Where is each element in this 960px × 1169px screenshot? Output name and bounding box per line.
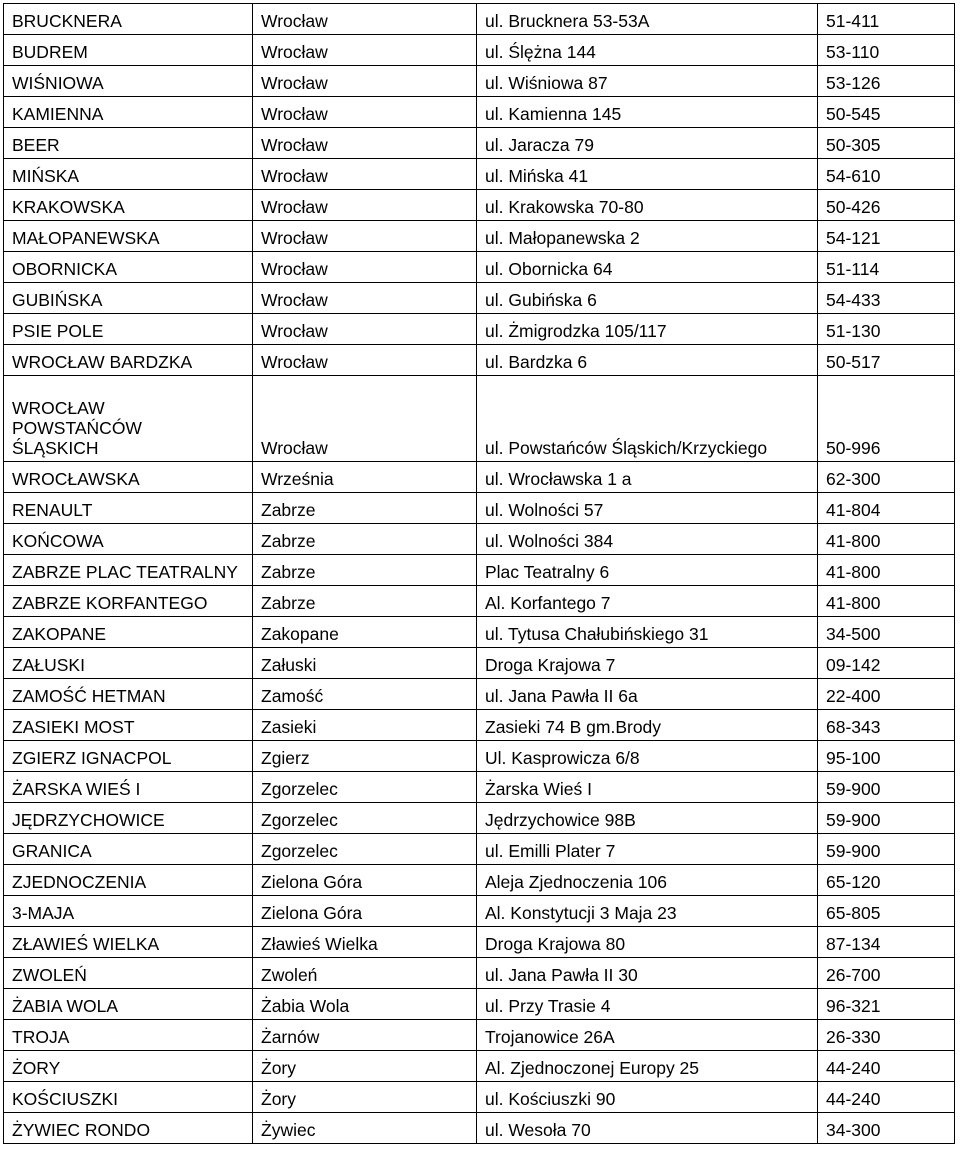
table-row [4, 896, 955, 927]
cell-city: Zgorzelec [253, 772, 477, 803]
table-row [4, 1051, 955, 1082]
cell-postal-code: 62-300 [818, 462, 955, 493]
cell-postal-code: 65-805 [818, 896, 955, 927]
cell-name: BUDREM [4, 35, 253, 66]
cell-name: ZASIEKI MOST [4, 710, 253, 741]
cell-city: Zielona Góra [253, 896, 477, 927]
cell-postal-code: 59-900 [818, 834, 955, 865]
cell-postal-code: 50-545 [818, 97, 955, 128]
cell-address: ul. Żmigrodzka 105/117 [477, 314, 818, 345]
cell-name: TROJA [4, 1020, 253, 1051]
cell-postal-code: 54-610 [818, 159, 955, 190]
cell-address: Aleja Zjednoczenia 106 [477, 865, 818, 896]
cell-postal-code: 59-900 [818, 803, 955, 834]
cell-address: Droga Krajowa 80 [477, 927, 818, 958]
cell-name: ZJEDNOCZENIA [4, 865, 253, 896]
cell-postal-code: 51-411 [818, 4, 955, 35]
table-row [4, 865, 955, 896]
cell-name: MAŁOPANEWSKA [4, 221, 253, 252]
cell-address: Plac Teatralny 6 [477, 555, 818, 586]
cell-address: ul. Kościuszki 90 [477, 1082, 818, 1113]
table-row [4, 159, 955, 190]
table-row [4, 345, 955, 376]
cell-address: ul. Powstańców Śląskich/Krzyckiego [477, 376, 818, 462]
table-row [4, 1082, 955, 1113]
cell-name: WROCŁAWSKA [4, 462, 253, 493]
cell-address: ul. Kamienna 145 [477, 97, 818, 128]
cell-address: Żarska Wieś I [477, 772, 818, 803]
cell-city: Zabrze [253, 555, 477, 586]
cell-name: GRANICA [4, 834, 253, 865]
cell-address: Al. Konstytucji 3 Maja 23 [477, 896, 818, 927]
cell-address: ul. Bardzka 6 [477, 345, 818, 376]
table-row [4, 617, 955, 648]
cell-postal-code: 95-100 [818, 741, 955, 772]
cell-postal-code: 68-343 [818, 710, 955, 741]
cell-city: Żarnów [253, 1020, 477, 1051]
cell-address: ul. Wrocławska 1 a [477, 462, 818, 493]
table-row [4, 927, 955, 958]
cell-city: Zasieki [253, 710, 477, 741]
table-row [4, 462, 955, 493]
cell-city: Wrocław [253, 376, 477, 462]
cell-address: Jędrzychowice 98B [477, 803, 818, 834]
cell-postal-code: 87-134 [818, 927, 955, 958]
cell-name: WIŚNIOWA [4, 66, 253, 97]
table-row [4, 283, 955, 314]
cell-city: Zabrze [253, 524, 477, 555]
cell-address: Al. Korfantego 7 [477, 586, 818, 617]
cell-postal-code: 50-305 [818, 128, 955, 159]
table-row [4, 958, 955, 989]
cell-address: ul. Wesoła 70 [477, 1113, 818, 1144]
cell-postal-code: 44-240 [818, 1051, 955, 1082]
cell-city: Wrocław [253, 128, 477, 159]
cell-postal-code: 26-700 [818, 958, 955, 989]
cell-city: Września [253, 462, 477, 493]
cell-city: Zwoleń [253, 958, 477, 989]
table-row [4, 252, 955, 283]
cell-name: PSIE POLE [4, 314, 253, 345]
cell-city: Zielona Góra [253, 865, 477, 896]
table-row [4, 648, 955, 679]
table-row [4, 128, 955, 159]
cell-city: Wrocław [253, 66, 477, 97]
cell-address: ul. Tytusa Chałubińskiego 31 [477, 617, 818, 648]
cell-city: Zamość [253, 679, 477, 710]
cell-city: Żory [253, 1051, 477, 1082]
cell-city: Zgorzelec [253, 803, 477, 834]
cell-postal-code: 50-996 [818, 376, 955, 462]
cell-postal-code: 09-142 [818, 648, 955, 679]
table-row [4, 772, 955, 803]
cell-name: ŻORY [4, 1051, 253, 1082]
cell-name: MIŃSKA [4, 159, 253, 190]
cell-address: Trojanowice 26A [477, 1020, 818, 1051]
cell-name: ZABRZE KORFANTEGO [4, 586, 253, 617]
cell-city: Zgorzelec [253, 834, 477, 865]
table-row [4, 221, 955, 252]
cell-address: Ul. Kasprowicza 6/8 [477, 741, 818, 772]
table-row [4, 586, 955, 617]
cell-city: Wrocław [253, 97, 477, 128]
cell-address: ul. Emilli Plater 7 [477, 834, 818, 865]
cell-address: Droga Krajowa 7 [477, 648, 818, 679]
table-row [4, 741, 955, 772]
table-row [4, 493, 955, 524]
cell-name: KOŚCIUSZKI [4, 1082, 253, 1113]
cell-address: ul. Brucknera 53-53A [477, 4, 818, 35]
cell-name: 3-MAJA [4, 896, 253, 927]
cell-city: Wrocław [253, 4, 477, 35]
cell-postal-code: 96-321 [818, 989, 955, 1020]
cell-address: ul. Małopanewska 2 [477, 221, 818, 252]
cell-name: ZABRZE PLAC TEATRALNY [4, 555, 253, 586]
cell-postal-code: 41-800 [818, 586, 955, 617]
stations-table-body [4, 4, 955, 1144]
cell-address: Zasieki 74 B gm.Brody [477, 710, 818, 741]
cell-name: BRUCKNERA [4, 4, 253, 35]
cell-name: ZŁAWIEŚ WIELKA [4, 927, 253, 958]
table-row [4, 679, 955, 710]
cell-name: ŻYWIEC RONDO [4, 1113, 253, 1144]
stations-table [3, 3, 955, 1144]
cell-address: ul. Ślężna 144 [477, 35, 818, 66]
cell-name: WROCŁAW BARDZKA [4, 345, 253, 376]
cell-name: ZWOLEŃ [4, 958, 253, 989]
cell-city: Wrocław [253, 283, 477, 314]
cell-city: Wrocław [253, 221, 477, 252]
cell-address: ul. Jaracza 79 [477, 128, 818, 159]
cell-name: KAMIENNA [4, 97, 253, 128]
cell-postal-code: 34-300 [818, 1113, 955, 1144]
table-row [4, 35, 955, 66]
cell-postal-code: 54-433 [818, 283, 955, 314]
cell-address: ul. Jana Pawła II 6a [477, 679, 818, 710]
table-row [4, 710, 955, 741]
cell-address: ul. Wolności 57 [477, 493, 818, 524]
cell-postal-code: 44-240 [818, 1082, 955, 1113]
cell-address: ul. Przy Trasie 4 [477, 989, 818, 1020]
cell-city: Zakopane [253, 617, 477, 648]
cell-postal-code: 51-130 [818, 314, 955, 345]
cell-address: Al. Zjednoczonej Europy 25 [477, 1051, 818, 1082]
table-row [4, 803, 955, 834]
cell-postal-code: 41-804 [818, 493, 955, 524]
cell-city: Żabia Wola [253, 989, 477, 1020]
cell-name: JĘDRZYCHOWICE [4, 803, 253, 834]
cell-postal-code: 51-114 [818, 252, 955, 283]
table-row [4, 555, 955, 586]
table-row [4, 314, 955, 345]
table-row [4, 989, 955, 1020]
cell-address: ul. Wiśniowa 87 [477, 66, 818, 97]
table-row [4, 1020, 955, 1051]
cell-city: Wrocław [253, 35, 477, 66]
cell-name: ZAŁUSKI [4, 648, 253, 679]
cell-city: Zabrze [253, 493, 477, 524]
cell-name: KRAKOWSKA [4, 190, 253, 221]
table-row [4, 834, 955, 865]
cell-address: ul. Gubińska 6 [477, 283, 818, 314]
cell-postal-code: 53-110 [818, 35, 955, 66]
cell-postal-code: 26-330 [818, 1020, 955, 1051]
cell-city: Zławieś Wielka [253, 927, 477, 958]
cell-postal-code: 54-121 [818, 221, 955, 252]
cell-name: OBORNICKA [4, 252, 253, 283]
cell-city: Żory [253, 1082, 477, 1113]
table-row [4, 97, 955, 128]
cell-city: Zabrze [253, 586, 477, 617]
cell-postal-code: 59-900 [818, 772, 955, 803]
cell-postal-code: 65-120 [818, 865, 955, 896]
cell-address: ul. Jana Pawła II 30 [477, 958, 818, 989]
table-row [4, 66, 955, 97]
cell-postal-code: 22-400 [818, 679, 955, 710]
cell-postal-code: 41-800 [818, 524, 955, 555]
cell-name: ŻARSKA WIEŚ I [4, 772, 253, 803]
cell-name: WROCŁAW POWSTAŃCÓW ŚLĄSKICH [4, 376, 253, 462]
cell-address: ul. Wolności 384 [477, 524, 818, 555]
cell-name: ZGIERZ IGNACPOL [4, 741, 253, 772]
cell-postal-code: 50-426 [818, 190, 955, 221]
cell-address: ul. Obornicka 64 [477, 252, 818, 283]
table-row [4, 190, 955, 221]
cell-name: GUBIŃSKA [4, 283, 253, 314]
cell-city: Załuski [253, 648, 477, 679]
cell-address: ul. Mińska 41 [477, 159, 818, 190]
cell-postal-code: 34-500 [818, 617, 955, 648]
table-row [4, 376, 955, 462]
cell-city: Wrocław [253, 314, 477, 345]
cell-city: Wrocław [253, 345, 477, 376]
cell-city: Zgierz [253, 741, 477, 772]
cell-name: BEER [4, 128, 253, 159]
table-row [4, 4, 955, 35]
cell-city: Wrocław [253, 190, 477, 221]
cell-name: ŻABIA WOLA [4, 989, 253, 1020]
table-row [4, 524, 955, 555]
cell-city: Wrocław [253, 159, 477, 190]
cell-address: ul. Krakowska 70-80 [477, 190, 818, 221]
cell-postal-code: 50-517 [818, 345, 955, 376]
cell-postal-code: 41-800 [818, 555, 955, 586]
cell-postal-code: 53-126 [818, 66, 955, 97]
cell-city: Żywiec [253, 1113, 477, 1144]
table-row [4, 1113, 955, 1144]
cell-name: ZAKOPANE [4, 617, 253, 648]
cell-city: Wrocław [253, 252, 477, 283]
cell-name: KOŃCOWA [4, 524, 253, 555]
cell-name: ZAMOŚĆ HETMAN [4, 679, 253, 710]
cell-name: RENAULT [4, 493, 253, 524]
